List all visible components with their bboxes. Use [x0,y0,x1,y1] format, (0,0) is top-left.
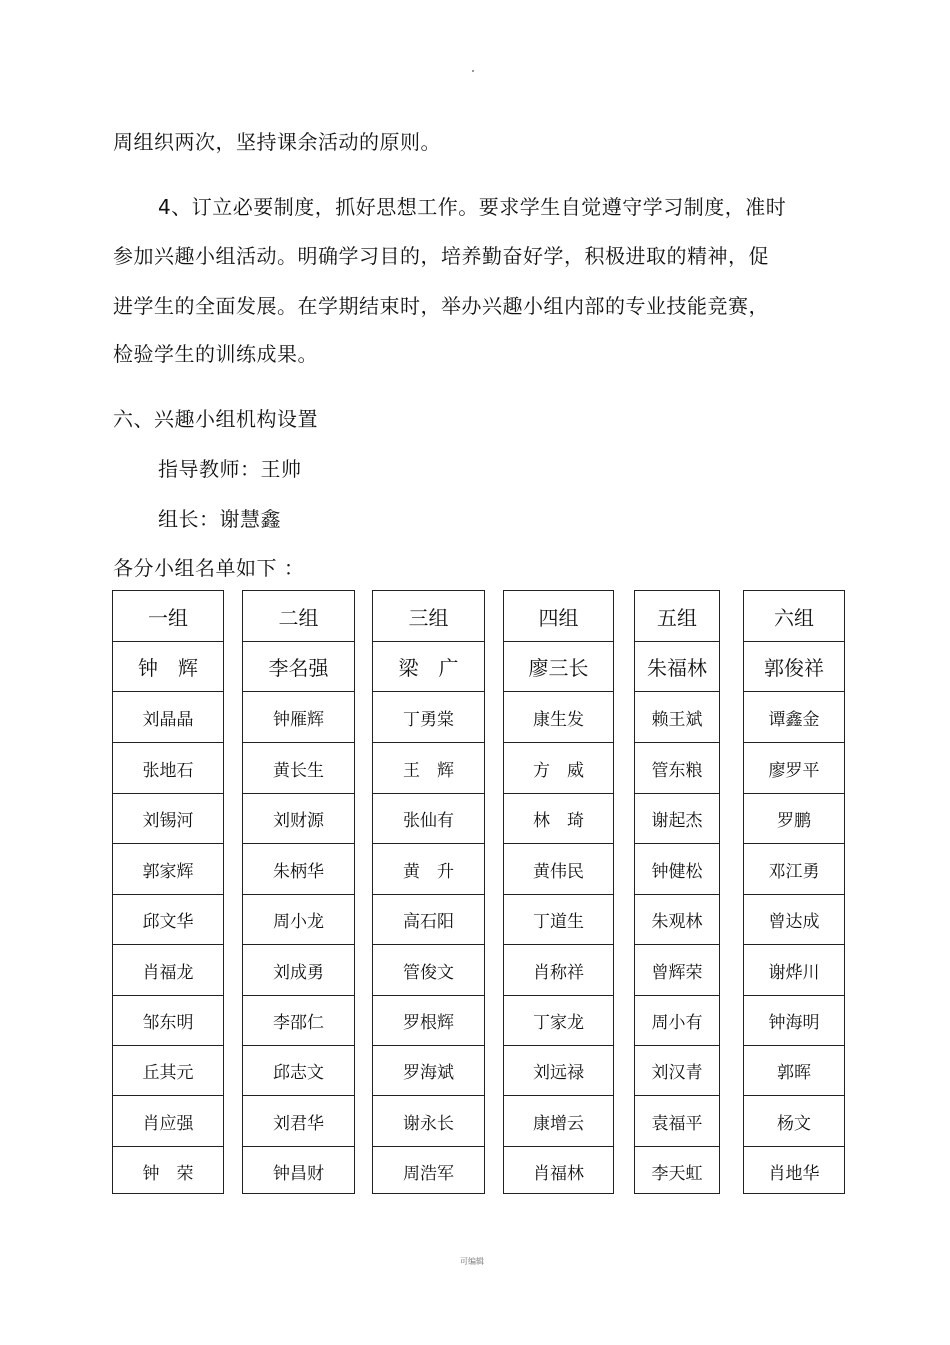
group-leader: 钟 辉 [113,641,223,691]
group-member: 管俊文 [373,944,484,995]
paragraph-line-5: 检验学生的训练成果。 [113,342,318,366]
group-member: 刘成勇 [243,944,354,995]
group-member: 刘财源 [243,793,354,843]
group-leader: 李名强 [243,641,354,691]
group-member: 钟 荣 [113,1146,223,1195]
group-member: 杨文 [744,1095,844,1146]
group-member: 刘汉青 [635,1045,719,1095]
group-table [112,590,845,1196]
group-member: 谭鑫金 [744,691,844,742]
page-marker-dot [472,70,474,72]
group-member: 林 琦 [504,793,613,843]
paragraph-line-4: 进学生的全面发展。在学期结束时，举办兴趣小组内部的专业技能竞赛， [113,294,769,318]
section-heading: 六、兴趣小组机构设置 [113,407,318,431]
group-column-2 [242,590,355,1194]
group-member: 罗根辉 [373,995,484,1045]
group-member: 钟海明 [744,995,844,1045]
group-member: 周小龙 [243,894,354,944]
group-member: 邹东明 [113,995,223,1045]
group-leader: 郭俊祥 [744,641,844,691]
group-member: 曾辉荣 [635,944,719,995]
group-member: 康增云 [504,1095,613,1146]
group-title: 五组 [657,605,697,630]
paragraph-line-1: 周组织两次，坚持课余活动的原则。 [113,130,441,154]
group-member: 丁道生 [504,894,613,944]
group-list-heading: 各分小组名单如下 ： [113,556,305,580]
leader-line: 组长：谢慧鑫 [158,507,281,531]
group-member: 方 威 [504,742,613,793]
group-member: 谢永长 [373,1095,484,1146]
group-member: 张仙有 [373,793,484,843]
group-member: 刘锡河 [113,793,223,843]
group-title: 三组 [408,605,449,630]
group-member: 刘君华 [243,1095,354,1146]
group-member: 张地石 [113,742,223,793]
group-title: 二组 [278,605,319,630]
group-column-1 [112,590,224,1194]
group-title: 六组 [774,605,814,630]
group-member: 廖罗平 [744,742,844,793]
group-member: 罗海斌 [373,1045,484,1095]
group-member: 郭家辉 [113,843,223,894]
teacher-line: 指导教师：王帅 [158,457,302,481]
group-member: 周小有 [635,995,719,1045]
group-member: 邓江勇 [744,843,844,894]
footer-note: 可编辑 [460,1257,484,1266]
group-member: 赖王斌 [635,691,719,742]
group-column-3 [372,590,485,1194]
group-member: 袁福平 [635,1095,719,1146]
group-member: 李邵仁 [243,995,354,1045]
group-member: 谢起杰 [635,793,719,843]
group-member: 高石阳 [373,894,484,944]
paragraph-line-3: 参加兴趣小组活动。明确学习目的，培养勤奋好学，积极进取的精神，促 [113,244,769,268]
group-member: 肖福林 [504,1146,613,1195]
group-member: 钟昌财 [243,1146,354,1195]
group-member: 钟雁辉 [243,691,354,742]
group-member: 黄伟民 [504,843,613,894]
group-member: 谢烨川 [744,944,844,995]
group-member: 肖地华 [744,1146,844,1195]
group-member: 罗鹏 [744,793,844,843]
group-member: 刘晶晶 [113,691,223,742]
group-member: 丘其元 [113,1045,223,1095]
group-leader: 廖三长 [504,641,613,691]
group-leader: 梁 广 [373,641,484,691]
group-member: 管东粮 [635,742,719,793]
group-column-4 [503,590,614,1194]
group-leader: 朱福林 [635,641,719,691]
group-member: 黄长生 [243,742,354,793]
group-member: 王 辉 [373,742,484,793]
group-member: 李天虹 [635,1146,719,1195]
group-member: 肖应强 [113,1095,223,1146]
group-member: 丁勇棠 [373,691,484,742]
group-column-6 [743,590,845,1194]
group-member: 肖福龙 [113,944,223,995]
group-member: 周浩军 [373,1146,484,1195]
group-member: 康生发 [504,691,613,742]
group-member: 朱柄华 [243,843,354,894]
group-member: 邱志文 [243,1045,354,1095]
group-title: 一组 [148,605,188,630]
group-member: 曾达成 [744,894,844,944]
group-member: 朱观林 [635,894,719,944]
group-member: 丁家龙 [504,995,613,1045]
group-member: 邱文华 [113,894,223,944]
group-member: 郭晖 [744,1045,844,1095]
group-title: 四组 [538,605,579,630]
group-member: 黄 升 [373,843,484,894]
group-member: 肖称祥 [504,944,613,995]
paragraph-line-2: 4、订立必要制度，抓好思想工作。要求学生自觉遵守学习制度，准时 [158,195,787,219]
group-member: 刘远禄 [504,1045,613,1095]
group-column-5 [634,590,720,1194]
group-member: 钟健松 [635,843,719,894]
